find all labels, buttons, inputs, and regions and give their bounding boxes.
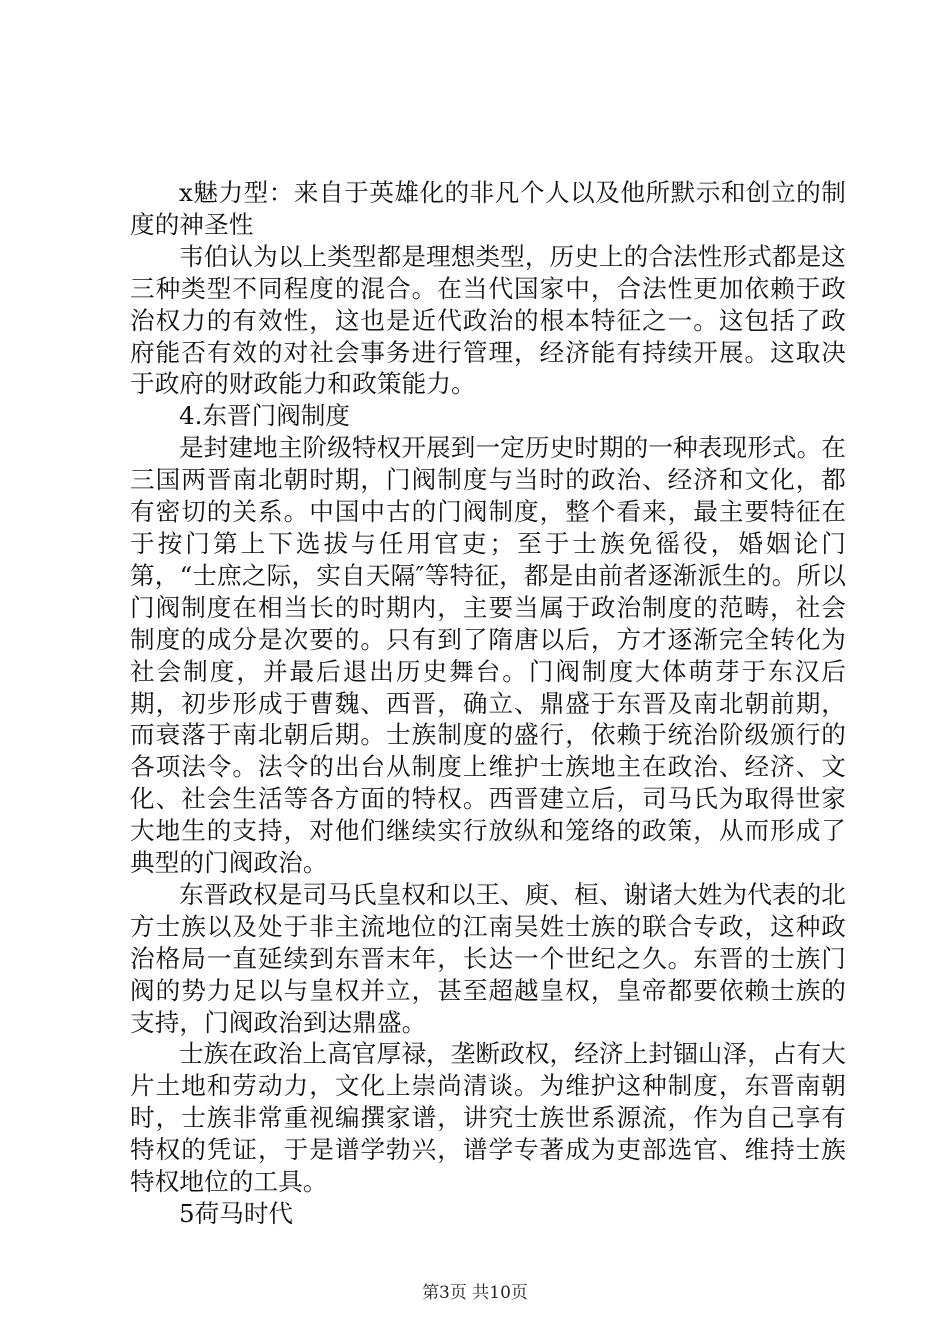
paragraph-gentry-privileges: 士族在政治上高官厚禄，垄断政权，经济上封锢山泽，占有大片土地和劳动力，文化上崇尚清谈。为维护这种制度，东晋南朝时，士族非常重视编撰家谱，讲究士族世系源流，作为自己享有特权的凭证，于是谱学勃兴，谱学专著成为吏部选官、维持士族特权地位的工具。 — [130, 1039, 846, 1197]
paragraph-eastern-jin-regime: 东晋政权是司马氏皇权和以王、庾、桓、谢诸大姓为代表的北方士族以及处于非主流地位的江南吴姓士族的联合专政，这种政治格局一直延续到东晋末年，长达一个世纪之久。东晋的士族门阀的势力足以与皇权并立，甚至超越皇权，皇帝都要依赖士族的支持，门阀政治到达鼎盛。 — [130, 879, 846, 1037]
paragraph-gate-system-definition: 是封建地主阶级特权开展到一定历史时期的一种表现形式。在三国两晋南北朝时期，门阀制度与当时的政治、经济和文化，都有密切的关系。中国中古的门阀制度，整个看来，最主要特征在于按门第上下选拔与任用官吏；至于士族免徭役，婚姻论门第，“士庶之际，实自天隔″等特征，都是由前者逐渐派生的。所以门阀制度在相当长的时期内，主要当属于政治制度的范畴，社会制度的成分是次要的。只有到了隋唐以后，方才逐渐完全转化为社会制度，并最后退出历史舞台。门阀制度大体萌芽于东汉后期，初步形成于曹魏、西晋，确立、鼎盛于东晋及南北朝前期，而衰落于南北朝后期。士族制度的盛行，依赖于统治阶级颁行的各项法令。法令的出台从制度上维护士族地主在政治、经济、文化、社会生活等各方面的特权。西晋建立后，司马氏为取得世家大地生的支持，对他们继续实行放纵和笼络的政策，从而形成了典型的门阀政治。 — [130, 433, 846, 878]
document-body — [130, 177, 846, 1230]
section-heading-homeric-age: 5荷马时代 — [179, 1199, 294, 1228]
paragraph-weber-legitimacy: 韦伯认为以上类型都是理想类型，历史上的合法性形式都是这三种类型不同程度的混合。在当代国家中，合法性更加依赖于政治权力的有效性，这也是近代政治的根本特征之一。这包括了政府能否有效的对社会事务进行管理，经济能有持续开展。这取决于政府的财政能力和政策能力。 — [130, 241, 846, 399]
section-heading-eastern-jin: 4.东晋门阀制度 — [179, 401, 351, 431]
paragraph-charismatic-authority: x魅力型：来自于英雄化的非凡个人以及他所默示和创立的制度的神圣性 — [130, 178, 846, 239]
page-number-footer: 第3页 共10页 — [422, 1283, 528, 1303]
